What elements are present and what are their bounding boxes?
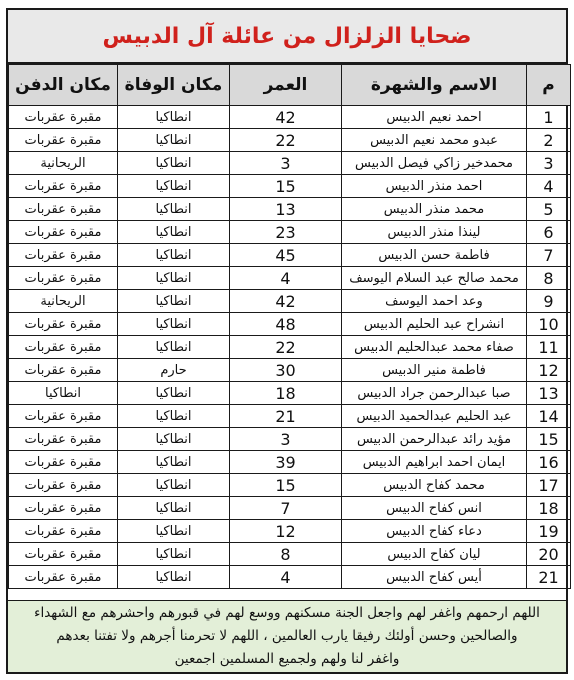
- row-num: 20: [527, 543, 571, 566]
- victims-table-sheet: [6, 8, 568, 674]
- row-num: 8: [527, 267, 571, 290]
- row-num: 4: [527, 175, 571, 198]
- victims-table: [8, 64, 571, 589]
- table-row: [9, 106, 571, 129]
- row-name: مؤيد رائد عبدالرحمن الدبيس: [342, 428, 527, 451]
- table-header-row: [9, 65, 571, 106]
- row-num: 7: [527, 244, 571, 267]
- row-num: 1: [527, 106, 571, 129]
- table-row: [9, 359, 571, 382]
- row-num: 6: [527, 221, 571, 244]
- table-row: [9, 244, 571, 267]
- table-row: [9, 198, 571, 221]
- row-num: 19: [527, 520, 571, 543]
- row-burial-place: مقبرة عقربات: [9, 497, 118, 520]
- row-num: 12: [527, 359, 571, 382]
- row-death-place: انطاكيا: [118, 290, 230, 313]
- row-num: 14: [527, 405, 571, 428]
- table-row: [9, 428, 571, 451]
- header-num: م: [527, 65, 571, 106]
- row-death-place: حارم: [118, 359, 230, 382]
- title-bar: [8, 10, 566, 64]
- table-row: [9, 566, 571, 589]
- row-name: انس كفاح الدبيس: [342, 497, 527, 520]
- table-row: [9, 175, 571, 198]
- table-row: [9, 543, 571, 566]
- table-row: [9, 474, 571, 497]
- row-age: 22: [230, 336, 342, 359]
- row-age: 7: [230, 497, 342, 520]
- footer-line-2: والصالحين وحسن أولئك رفيقا يارب العالمين ، اللهم لا تحرمنا أجرهم ولا تفتنا بعدهم: [56, 628, 518, 644]
- row-death-place: انطاكيا: [118, 129, 230, 152]
- row-death-place: انطاكيا: [118, 382, 230, 405]
- row-name: فاطمة حسن الدبيس: [342, 244, 527, 267]
- table-body: [9, 106, 571, 589]
- row-burial-place: مقبرة عقربات: [9, 451, 118, 474]
- prayer-footer: [8, 600, 566, 672]
- row-death-place: انطاكيا: [118, 405, 230, 428]
- row-num: 2: [527, 129, 571, 152]
- row-death-place: انطاكيا: [118, 221, 230, 244]
- row-burial-place: مقبرة عقربات: [9, 313, 118, 336]
- table-row: [9, 451, 571, 474]
- row-age: 39: [230, 451, 342, 474]
- row-name: وعد احمد اليوسف: [342, 290, 527, 313]
- row-death-place: انطاكيا: [118, 152, 230, 175]
- header-name: الاسم والشهرة: [342, 65, 527, 106]
- table-row: [9, 221, 571, 244]
- row-death-place: انطاكيا: [118, 198, 230, 221]
- row-name: ايمان احمد ابراهيم الدبيس: [342, 451, 527, 474]
- row-burial-place: الريحانية: [9, 290, 118, 313]
- row-burial-place: مقبرة عقربات: [9, 175, 118, 198]
- table-row: [9, 129, 571, 152]
- row-age: 12: [230, 520, 342, 543]
- row-burial-place: مقبرة عقربات: [9, 405, 118, 428]
- row-death-place: انطاكيا: [118, 497, 230, 520]
- row-burial-place: مقبرة عقربات: [9, 198, 118, 221]
- row-name: عبد الحليم عبدالحميد الدبيس: [342, 405, 527, 428]
- row-burial-place: مقبرة عقربات: [9, 543, 118, 566]
- row-age: 15: [230, 175, 342, 198]
- row-burial-place: مقبرة عقربات: [9, 359, 118, 382]
- row-burial-place: مقبرة عقربات: [9, 244, 118, 267]
- row-num: 9: [527, 290, 571, 313]
- row-burial-place: مقبرة عقربات: [9, 221, 118, 244]
- row-name: لينذا منذر الدبيس: [342, 221, 527, 244]
- row-death-place: انطاكيا: [118, 451, 230, 474]
- row-name: احمد نعيم الدبيس: [342, 106, 527, 129]
- row-num: 13: [527, 382, 571, 405]
- row-burial-place: مقبرة عقربات: [9, 129, 118, 152]
- row-name: صبا عبدالرحمن جراد الدبيس: [342, 382, 527, 405]
- row-age: 42: [230, 290, 342, 313]
- row-num: 21: [527, 566, 571, 589]
- row-burial-place: انطاكيا: [9, 382, 118, 405]
- row-age: 48: [230, 313, 342, 336]
- row-num: 5: [527, 198, 571, 221]
- footer-line-1: اللهم ارحمهم واغفر لهم واجعل الجنة مسكنهم ووسع لهم في قبورهم واحشرهم مع الشهداء: [34, 605, 540, 621]
- row-death-place: انطاكيا: [118, 244, 230, 267]
- row-age: 4: [230, 267, 342, 290]
- row-death-place: انطاكيا: [118, 267, 230, 290]
- row-name: دعاء كفاح الدبيس: [342, 520, 527, 543]
- row-death-place: انطاكيا: [118, 520, 230, 543]
- row-num: 17: [527, 474, 571, 497]
- row-death-place: انطاكيا: [118, 543, 230, 566]
- table-row: [9, 497, 571, 520]
- row-name: ليان كفاح الدبيس: [342, 543, 527, 566]
- table-row: [9, 382, 571, 405]
- row-name: محمد كفاح الدبيس: [342, 474, 527, 497]
- table-row: [9, 520, 571, 543]
- table-row: [9, 152, 571, 175]
- footer-line-3: واغفر لنا ولهم ولجميع المسلمين اجمعين: [174, 651, 400, 667]
- row-death-place: انطاكيا: [118, 336, 230, 359]
- row-name: محمدخير زاكي فيصل الدبيس: [342, 152, 527, 175]
- row-num: 16: [527, 451, 571, 474]
- row-name: أيس كفاح الدبيس: [342, 566, 527, 589]
- page-title: ضحايا الزلزال من عائلة آل الدبيس: [102, 23, 472, 49]
- table-row: [9, 290, 571, 313]
- row-death-place: انطاكيا: [118, 428, 230, 451]
- row-name: فاطمة منير الدبيس: [342, 359, 527, 382]
- header-death-place: مكان الوفاة: [118, 65, 230, 106]
- row-death-place: انطاكيا: [118, 566, 230, 589]
- header-burial-place: مكان الدفن: [9, 65, 118, 106]
- row-name: احمد منذر الدبيس: [342, 175, 527, 198]
- row-burial-place: مقبرة عقربات: [9, 267, 118, 290]
- row-age: 3: [230, 152, 342, 175]
- row-age: 30: [230, 359, 342, 382]
- row-num: 10: [527, 313, 571, 336]
- table-row: [9, 267, 571, 290]
- row-burial-place: مقبرة عقربات: [9, 336, 118, 359]
- row-age: 21: [230, 405, 342, 428]
- table-row: [9, 313, 571, 336]
- row-name: انشراح عبد الحليم الدبيس: [342, 313, 527, 336]
- row-burial-place: مقبرة عقربات: [9, 106, 118, 129]
- row-burial-place: مقبرة عقربات: [9, 474, 118, 497]
- row-num: 3: [527, 152, 571, 175]
- row-age: 15: [230, 474, 342, 497]
- row-num: 15: [527, 428, 571, 451]
- row-num: 11: [527, 336, 571, 359]
- row-age: 23: [230, 221, 342, 244]
- row-name: محمد صالح عبد السلام اليوسف: [342, 267, 527, 290]
- row-age: 3: [230, 428, 342, 451]
- row-age: 18: [230, 382, 342, 405]
- row-age: 8: [230, 543, 342, 566]
- row-age: 45: [230, 244, 342, 267]
- row-name: صفاء محمد عبدالحليم الدبيس: [342, 336, 527, 359]
- row-burial-place: مقبرة عقربات: [9, 428, 118, 451]
- header-age: العمر: [230, 65, 342, 106]
- row-burial-place: مقبرة عقربات: [9, 566, 118, 589]
- row-num: 18: [527, 497, 571, 520]
- row-death-place: انطاكيا: [118, 175, 230, 198]
- row-death-place: انطاكيا: [118, 474, 230, 497]
- row-age: 4: [230, 566, 342, 589]
- row-age: 42: [230, 106, 342, 129]
- row-burial-place: مقبرة عقربات: [9, 520, 118, 543]
- table-row: [9, 405, 571, 428]
- row-age: 22: [230, 129, 342, 152]
- table-row: [9, 336, 571, 359]
- row-age: 13: [230, 198, 342, 221]
- row-name: عبدو محمد نعيم الدبيس: [342, 129, 527, 152]
- row-death-place: انطاكيا: [118, 313, 230, 336]
- row-death-place: انطاكيا: [118, 106, 230, 129]
- row-burial-place: الريحانية: [9, 152, 118, 175]
- row-name: محمد منذر الدبيس: [342, 198, 527, 221]
